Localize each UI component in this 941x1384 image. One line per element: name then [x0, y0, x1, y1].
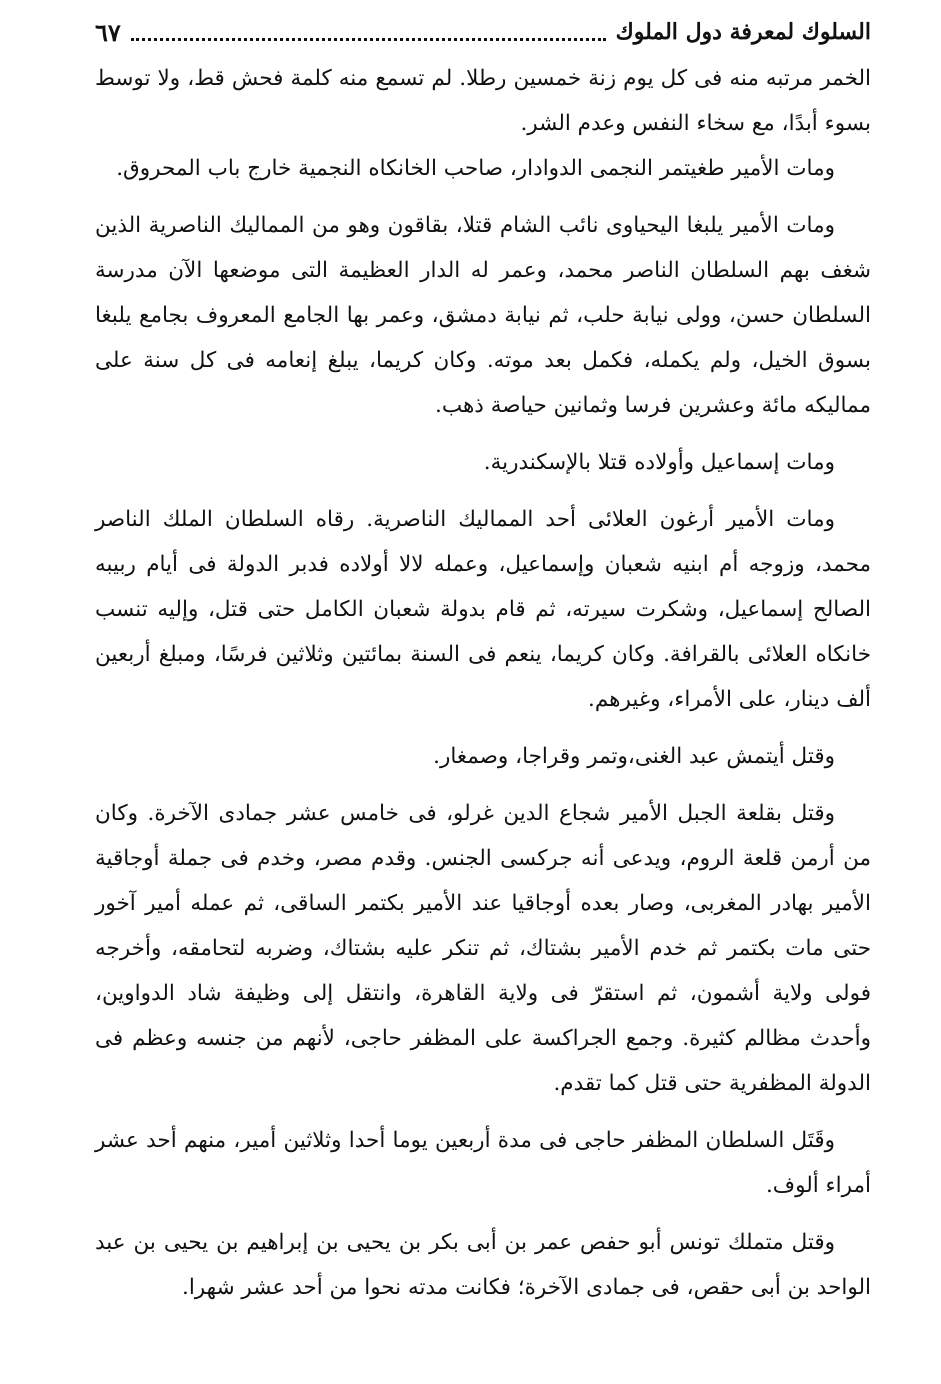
header-dot-leader — [131, 24, 606, 41]
running-header — [95, 14, 871, 50]
book-page — [95, 14, 871, 1370]
paragraph: وقتل أيتمش عبد الغنى،وتمر وقراجا، وصمغار. — [433, 744, 835, 769]
paragraph: ومات الأمير أرغون العلائى أحد المماليك الناصرية. رقاه السلطان الملك الناصر محمد، وزوجه أم ابنيه شعبان وإسماعيل، وعمله لالا أولاده فدبر الدولة فى أيام ربيبه الصالح إسماعيل، وشكرت سيرته، ثم قام بدولة شعبان الكامل حتى قتل، وإليه تنسب خانكاه العلائى بالقرافة. وكان كريما، ينعم فى السنة بمائتين وثلاثين فرسًا، ومبلغ أربعين ألف دينار، على الأمراء، وغيرهم. — [95, 507, 871, 712]
paragraph: وقتل متملك تونس أبو حفص عمر بن أبى بكر بن يحيى بن إبراهيم بن يحيى بن عبد الواحد بن أبى حقص، فى جمادى الآخرة؛ فكانت مدته نحوا من أحد عشر شهرا. — [95, 1230, 871, 1300]
paragraph: ومات إسماعيل وأولاده قتلا بالإسكندرية. — [483, 450, 835, 475]
running-title: السلوك لمعرفة دول الملوك — [615, 19, 871, 45]
paragraph: وقَتَل السلطان المظفر حاجى فى مدة أربعين يوما أحدا وثلاثين أمير، منهم أحد عشر أمراء ألوف. — [95, 1128, 871, 1198]
paragraph: ومات الأمير طغيتمر النجمى الدوادار، صاحب الخانكاه النجمية خارج باب المحروق. — [116, 156, 835, 181]
paragraph: ومات الأمير يلبغا اليحياوى نائب الشام قتلا، بقاقون وهو من المماليك الناصرية الذين شغف بهم السلطان الناصر محمد، وعمر له الدار العظيمة التى موضعها الآن مدرسة السلطان حسن، وولى نيابة حلب، ثم نيابة دمشق، وعمر بها الجامع المعروف بجامع يلبغا بسوق الخيل، ولم يكمله، فكمل بعد موته. وكان كريما، يبلغ إنعامه فى كل سنة على مماليكه مائة وعشرين فرسا وثمانين حياصة ذهب. — [95, 213, 871, 418]
page-number: ٦٧ — [95, 17, 121, 47]
paragraph: الخمر مرتبه منه فى كل يوم زنة خمسين رطلا. لم تسمع منه كلمة فحش قط، ولا توسط بسوء أبدًا، مع سخاء النفس وعدم الشر. — [95, 66, 871, 136]
body-text — [95, 56, 871, 1310]
paragraph: وقتل بقلعة الجبل الأمير شجاع الدين غرلو، فى خامس عشر جمادى الآخرة. وكان من أرمن قلعة الروم، ويدعى أنه جركسى الجنس. وقدم مصر، وخدم فى جملة أوجاقية الأمير بهادر المغربى، وصار بعده أوجاقيا عند الأمير بكتمر الساقى، ثم عمله أمير آخور حتى مات بكتمر ثم خدم الأمير بشتاك، ثم تنكر عليه بشتاك، وضربه لتحامقه، وأخرجه فولى ولاية أشمون، ثم استقرّ فى ولاية القاهرة، وانتقل إلى وظيفة شاد الدواوين، وأحدث مظالم كثيرة. وجمع الجراكسة على المظفر حاجى، لأنهم من جنسه وعظم فى الدولة المظفرية حتى قتل كما تقدم. — [95, 801, 871, 1096]
